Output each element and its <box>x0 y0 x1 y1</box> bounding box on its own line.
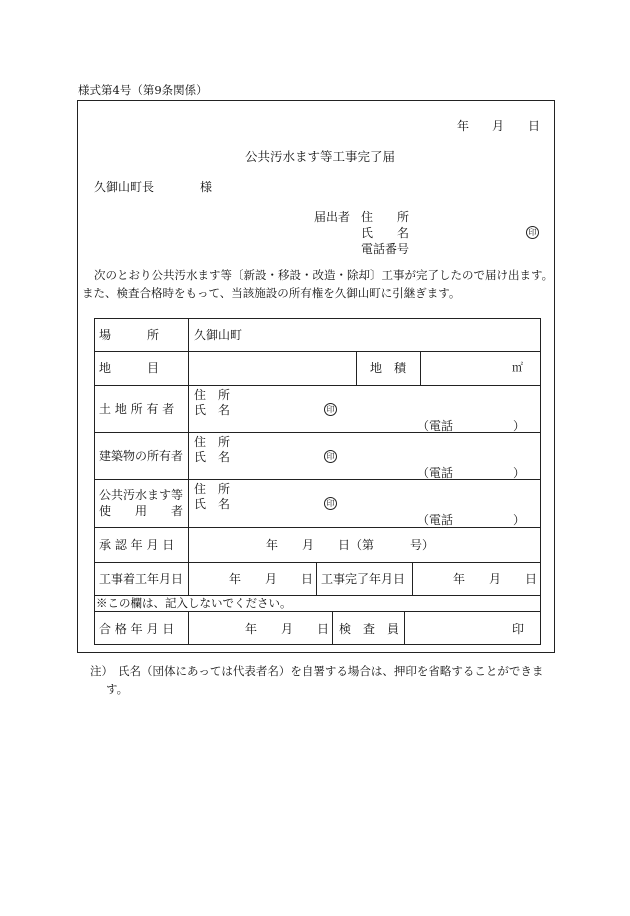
sewer-user-seal-icon: 印 <box>324 497 337 510</box>
table-rule <box>332 611 333 645</box>
land-owner-name-label: 氏 名 <box>194 403 231 417</box>
applicant-phone-label: 電話番号 <box>361 242 410 256</box>
date-year-label: 年 <box>457 119 470 133</box>
applicant-label: 届出者 <box>314 210 351 224</box>
table-rule <box>420 351 421 385</box>
table-rule <box>412 562 413 595</box>
body-text-line-2: また、検査合格時をもって、当該施設の所有権を久御山町に引継ぎます。 <box>82 286 461 300</box>
location-value: 久御山町 <box>194 328 243 342</box>
date-month-label: 月 <box>492 119 505 133</box>
land-category-label: 地 目 <box>99 361 160 375</box>
sewer-user-name-label: 氏 名 <box>194 497 231 511</box>
pass-date-label: 合 格 年 月 日 <box>99 622 175 636</box>
form-number: 様式第4号（第9条関係） <box>78 83 208 97</box>
approval-date-label: 承 認 年 月 日 <box>99 538 175 552</box>
date-day-label: 日 <box>528 119 541 133</box>
applicant-address-label: 住 所 <box>361 210 410 224</box>
sewer-user-phone-label: （電話 ） <box>417 513 526 527</box>
table-rule <box>404 611 405 645</box>
applicant-seal-icon: 印 <box>526 226 539 239</box>
sewer-user-address-label: 住 所 <box>194 482 231 496</box>
table-rule <box>316 562 317 595</box>
pass-date-value: 年 月 日 <box>245 622 330 636</box>
building-owner-phone-label: （電話 ） <box>417 466 526 480</box>
building-owner-seal-icon: 印 <box>324 450 337 463</box>
note-mark: 注） <box>90 664 113 678</box>
inspector-seal-label: 印 <box>512 622 525 636</box>
sewer-user-label-line-2: 使 用 者 <box>99 504 184 518</box>
sewer-user-label-line-1: 公共汚水ます等 <box>99 488 184 502</box>
inspector-label: 検 査 員 <box>339 622 400 636</box>
body-text-line-1: 次のとおり公共汚水ます等〔新設・移設・改造・除却〕工事が完了したので届け出ます。 <box>94 268 554 282</box>
document-title: 公共汚水ます等工事完了届 <box>245 149 396 164</box>
office-use-note: ※この欄は、記入しないでください。 <box>96 596 292 610</box>
building-owner-name-label: 氏 名 <box>194 450 231 464</box>
area-unit: ㎡ <box>512 361 523 374</box>
table-rule <box>94 562 541 563</box>
table-rule <box>188 318 189 595</box>
note-line-2: す。 <box>106 682 129 696</box>
land-owner-seal-icon: 印 <box>324 403 337 416</box>
land-owner-address-label: 住 所 <box>194 388 231 402</box>
location-label: 場 所 <box>99 328 160 342</box>
table-rule <box>94 611 541 612</box>
table-rule <box>356 351 357 385</box>
area-label: 地 積 <box>370 361 407 375</box>
building-owner-label: 建築物の所有者 <box>99 449 184 463</box>
start-date-value: 年 月 日 <box>229 572 314 586</box>
completion-date-label: 工事完了年月日 <box>321 572 406 586</box>
completion-date-value: 年 月 日 <box>453 572 538 586</box>
land-owner-phone-label: （電話 ） <box>417 419 526 433</box>
addressee-honorific: 様 <box>200 180 213 194</box>
start-date-label: 工事着工年月日 <box>99 572 184 586</box>
note-line-1: 氏名（団体にあっては代表者名）を自署する場合は、押印を省略することができま <box>118 664 544 678</box>
table-rule <box>94 527 541 528</box>
addressee-name: 久御山町長 <box>94 180 155 194</box>
table-rule <box>188 611 189 645</box>
table-rule <box>94 351 541 352</box>
approval-date-value: 年 月 日（第 号） <box>266 538 435 552</box>
applicant-name-label: 氏 名 <box>361 226 410 240</box>
building-owner-address-label: 住 所 <box>194 435 231 449</box>
land-owner-label: 土 地 所 有 者 <box>99 402 175 416</box>
table-rule <box>94 385 541 386</box>
